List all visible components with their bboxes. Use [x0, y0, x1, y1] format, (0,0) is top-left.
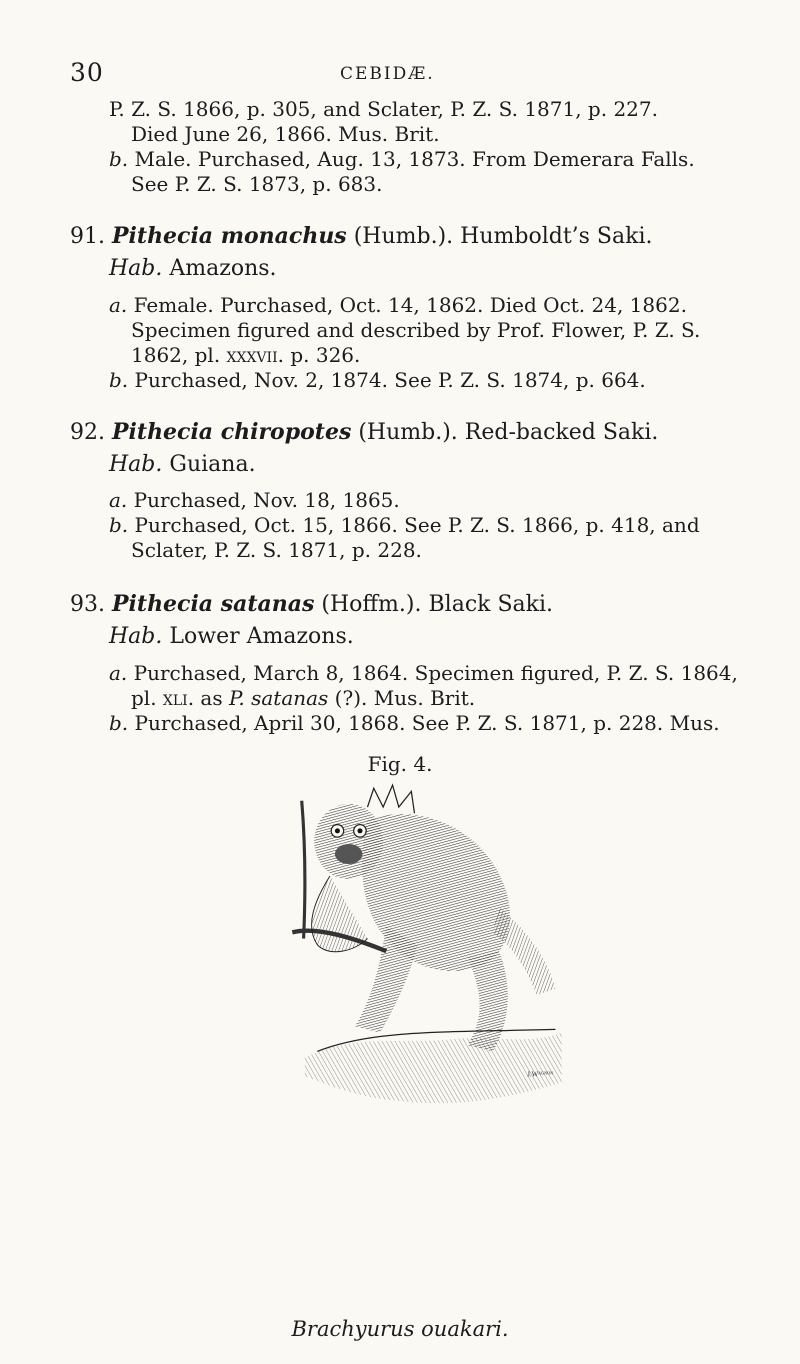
continuation-line: See P. Z. S. 1873, p. 683.	[131, 172, 383, 196]
specimen-key: b.	[109, 513, 129, 537]
habitat-value: Amazons.	[162, 256, 277, 281]
continuation-line: Died June 26, 1866. Mus. Brit.	[131, 122, 440, 146]
habitat-line	[109, 623, 354, 651]
specimen-text: Purchased, Oct. 15, 1866. See P. Z. S. 1866, p. 418, and	[128, 513, 700, 537]
common-name: Red-backed Saki.	[464, 420, 659, 445]
specimen-text: Purchased, March 8, 1864. Specimen figured, P. Z. S. 1864,	[127, 661, 738, 685]
page-number: 30	[70, 58, 104, 87]
specimen-text: . p. 326.	[277, 343, 361, 367]
species-name: Pithecia chiropotes	[112, 419, 352, 445]
common-name: Humboldt’s Saki.	[460, 224, 653, 249]
specimen-a-line	[109, 661, 738, 685]
species-authority: (Hoffm.).	[314, 592, 422, 617]
habitat-line	[109, 451, 256, 479]
habitat-line	[109, 255, 277, 283]
habitat-label: Hab.	[109, 452, 163, 477]
monkey-engraving	[192, 782, 662, 1114]
specimen-text: (?). Mus. Brit.	[328, 686, 476, 710]
specimen-a-line-3	[131, 343, 360, 367]
species-name: Pithecia satanas	[112, 591, 315, 617]
species-heading	[70, 418, 658, 447]
monkey-leg	[468, 951, 508, 1051]
specimen-text: Purchased, April 30, 1868. See P. Z. S. 1871, p. 228. Mus.	[128, 711, 720, 735]
specimen-a-line	[109, 488, 400, 512]
habitat-label: Hab.	[109, 256, 163, 281]
specimen-key: b.	[109, 711, 129, 735]
specimen-b-line-2: Sclater, P. Z. S. 1871, p. 228.	[131, 538, 422, 562]
specimen-text: Purchased, Nov. 2, 1874. See P. Z. S. 1874, p. 664.	[128, 368, 646, 392]
figure-label: Fig. 4.	[367, 752, 433, 776]
specimen-b-line	[109, 147, 695, 171]
habitat-label: Hab.	[109, 624, 163, 649]
specimen-b-line	[109, 711, 720, 735]
entry-number: 93.	[70, 592, 105, 617]
branch-shape	[302, 801, 305, 939]
entry-number: 92.	[70, 420, 105, 445]
species-authority: (Humb.).	[351, 420, 458, 445]
specimen-a-line-2: Specimen figured and described by Prof. Flower, P. Z. S.	[131, 318, 701, 342]
common-name: Black Saki.	[428, 592, 554, 617]
plate-roman: xli	[162, 686, 188, 710]
figure-caption: Brachyurus ouakari.	[291, 1317, 509, 1341]
species-name: Pithecia monachus	[112, 223, 347, 249]
species-authority: (Humb.).	[346, 224, 454, 249]
habitat-value: Guiana.	[162, 452, 256, 477]
monkey-arm	[312, 876, 368, 952]
habitat-value: Lower Amazons.	[162, 624, 354, 649]
specimen-a-line	[109, 293, 687, 317]
specimen-text: Male. Purchased, Aug. 13, 1873. From Demerara Falls.	[128, 147, 695, 171]
specimen-a-line-2	[131, 686, 475, 710]
specimen-text: . as	[187, 686, 229, 710]
specimen-text: pl.	[131, 686, 163, 710]
running-head: CEBIDÆ.	[340, 64, 435, 84]
specimen-key: a.	[109, 488, 128, 512]
specimen-text: 1862, pl.	[131, 343, 227, 367]
specimen-text: Purchased, Nov. 18, 1865.	[127, 488, 400, 512]
species-reference: P. satanas	[228, 686, 329, 710]
specimen-key: b.	[109, 368, 129, 392]
specimen-b-line	[109, 513, 700, 537]
specimen-text: Female. Purchased, Oct. 14, 1862. Died Oct. 24, 1862.	[127, 293, 687, 317]
species-heading	[70, 222, 652, 251]
specimen-key: a.	[109, 661, 128, 685]
specimen-key: a.	[109, 293, 128, 317]
entry-number: 91.	[70, 224, 105, 249]
plate-roman: xxxvii	[226, 343, 278, 367]
specimen-key: b.	[109, 147, 129, 171]
continuation-line: P. Z. S. 1866, p. 305, and Sclater, P. Z. S. 1871, p. 227.	[109, 97, 658, 121]
specimen-b-line	[109, 368, 646, 392]
species-heading	[70, 590, 553, 619]
engraver-signature: J.Wᴬᴳᴺᴼᴺ	[527, 1071, 554, 1079]
